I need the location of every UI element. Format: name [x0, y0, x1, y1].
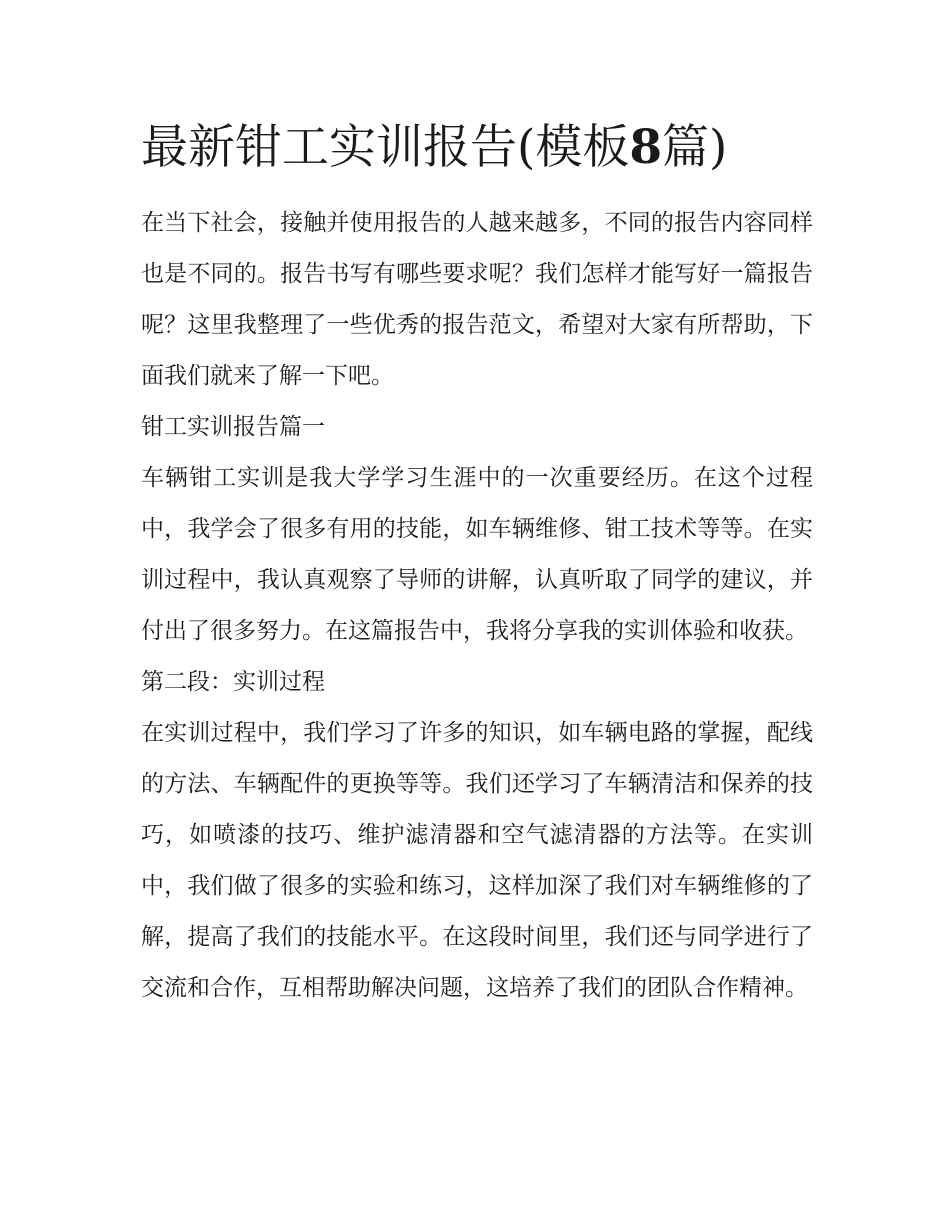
title-text: 最新钳工实训报告(模板 [141, 120, 630, 175]
section2-paragraph: 在实训过程中，我们学习了许多的知识，如车辆电路的掌握，配线的方法、车辆配件的更换等等。我们还学习了车辆清洁和保养的技巧，如喷漆的技巧、维护滤清器和空气滤清器的方法等。在实训中，我们做了很多的实验和练习，这样加深了我们对车辆维修的了解，提高了我们的技能水平。在这段时间里，我们还与同学进行了交流和合作，互相帮助解决问题，这培养了我们的团队合作精神。 [141, 720, 813, 1001]
intro-paragraph: 在当下社会，接触并使用报告的人越来越多，不同的报告内容同样也是不同的。报告书写有哪些要求呢？我们怎样才能写好一篇报告呢？这里我整理了一些优秀的报告范文，希望对大家有所帮助，下面我们就来了解一下吧。 [141, 210, 813, 389]
document-body [141, 112, 813, 1014]
section1-paragraph: 车辆钳工实训是我大学学习生涯中的一次重要经历。在这个过程中，我学会了很多有用的技能，如车辆维修、钳工技术等等。在实训过程中，我认真观察了导师的讲解，认真听取了同学的建议，并付出了很多努力。在这篇报告中，我将分享我的实训体验和收获。 [141, 465, 813, 644]
document-title [141, 112, 813, 184]
title-suffix: 篇) [662, 120, 728, 175]
section2-heading: 第二段：实训过程 [141, 669, 325, 695]
title-number: 8 [629, 120, 663, 175]
section1-heading: 钳工实训报告篇一 [141, 414, 325, 440]
